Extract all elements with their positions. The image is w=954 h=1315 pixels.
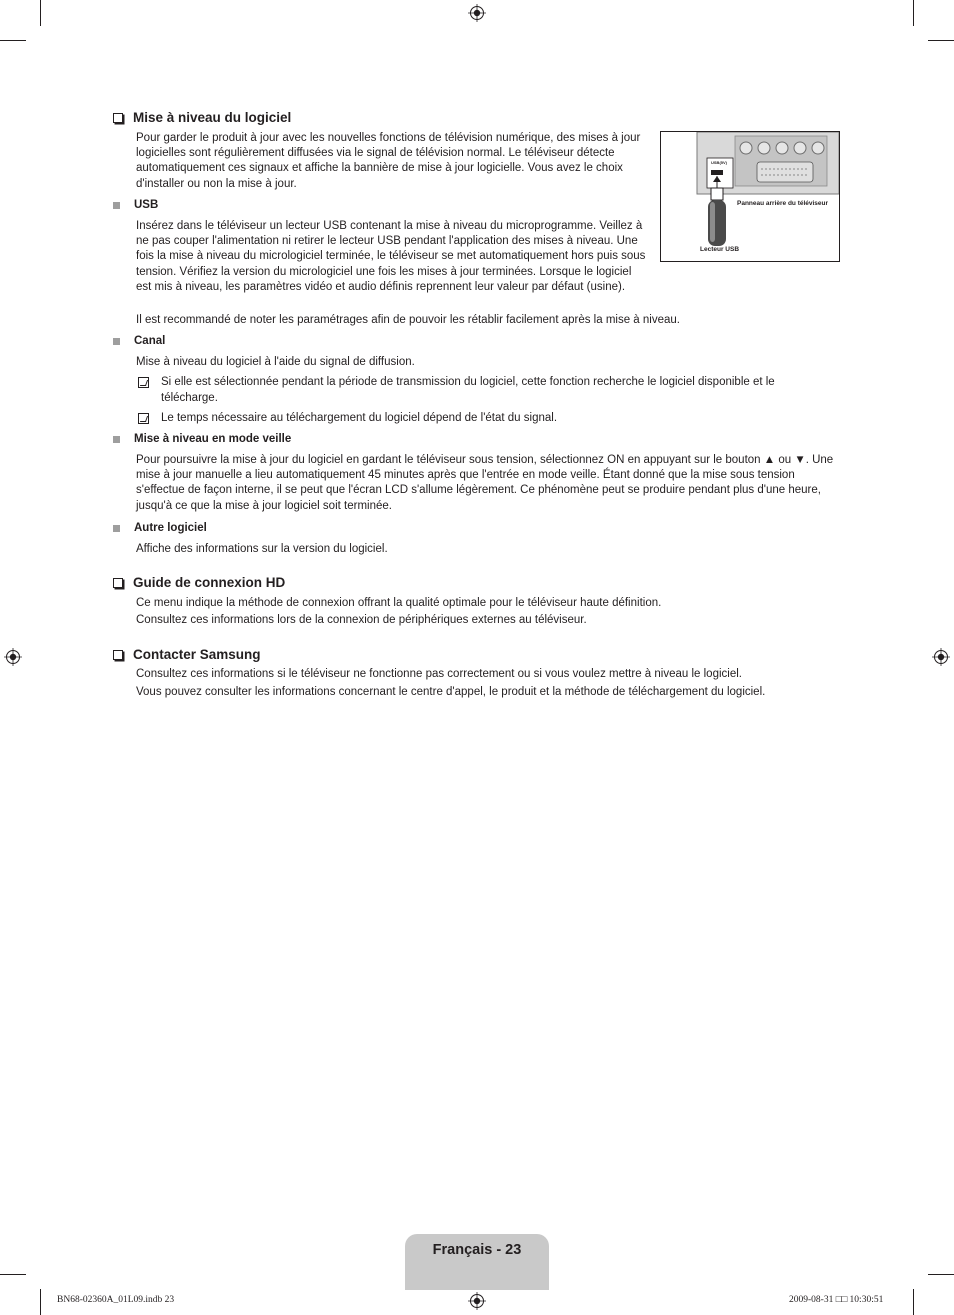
- subheading-canal: [113, 335, 165, 347]
- section-heading-contact-samsung: [113, 647, 261, 662]
- subheading-label: USB: [134, 199, 159, 211]
- subheading-label: Mise à niveau en mode veille: [134, 433, 292, 445]
- subheading-label: Canal: [134, 335, 166, 347]
- usb-recommendation: Il est recommandé de noter les paramétrages afin de pouvoir les rétablir facilement après la mise à niveau.: [136, 314, 680, 326]
- note-row: [136, 411, 826, 427]
- tv-rear-panel-illustration: [661, 132, 839, 261]
- note-icon: [138, 377, 149, 388]
- subheading-standby-update: [113, 433, 291, 445]
- page-number-label: Français - 23: [432, 1242, 522, 1258]
- note-row: [136, 375, 826, 406]
- usb-drive-label: Lecteur USB: [700, 246, 740, 253]
- section-title: Guide de connexion HD: [133, 575, 286, 590]
- registration-mark-icon: [468, 1292, 486, 1310]
- canal-paragraph: Mise à niveau du logiciel à l'aide du signal de diffusion.: [136, 356, 415, 368]
- square-bullet-icon: [113, 436, 120, 443]
- crop-mark: [913, 1289, 914, 1315]
- registration-mark-icon: [468, 4, 486, 22]
- usb-port-label: USB(5V): [711, 160, 728, 165]
- registration-mark-icon: [932, 648, 950, 666]
- note-icon: [138, 413, 149, 424]
- square-bullet-icon: [113, 202, 120, 209]
- square-bullet-icon: [113, 525, 120, 532]
- registration-mark-icon: [4, 648, 22, 666]
- crop-mark: [40, 0, 41, 26]
- hd-guide-line-1: Ce menu indique la méthode de connexion offrant la qualité optimale pour le téléviseur haute définition.: [136, 597, 662, 609]
- section-title: Mise à niveau du logiciel: [133, 110, 292, 125]
- print-date-info: 2009-08-31 □□ 10:30:51: [789, 1295, 884, 1305]
- square-bullet-icon: [113, 338, 120, 345]
- crop-mark: [40, 1289, 41, 1315]
- crop-mark: [913, 0, 914, 26]
- rear-panel-label: Panneau arrière du téléviseur: [737, 200, 829, 207]
- section-heading-hd-guide: [113, 575, 285, 590]
- crop-mark: [0, 1274, 26, 1275]
- checkbox-bullet-icon: [113, 113, 123, 123]
- checkbox-bullet-icon: [113, 650, 123, 660]
- section-title: Contacter Samsung: [133, 647, 261, 662]
- subheading-usb: [113, 199, 158, 211]
- note-text: Si elle est sélectionnée pendant la période de transmission du logiciel, cette fonction recherche le logiciel disponible et le télécharge.: [161, 376, 775, 404]
- note-text: Le temps nécessaire au téléchargement du logiciel dépend de l'état du signal.: [161, 412, 558, 424]
- standby-paragraph: Pour poursuivre la mise à jour du logiciel en gardant le téléviseur sous tension, sélectionnez ON en appuyant sur le bouton ▲ ou ▼. Une mise à jour manuelle a lieu automatiquement 45 minutes après que l'entrée en mode veille. Étant donné que la mise sous tension s'effectue de façon interne, il se peut que l'écran LCD s'allume légèrement. Ce phénomène peut se produire pendant plus d'une heure, jusqu'à ce que la mise à jour logiciel soit terminée.: [136, 454, 834, 512]
- checkbox-bullet-icon: [113, 578, 123, 588]
- hd-guide-line-2: Consultez ces informations lors de la connexion de périphériques externes au téléviseur.: [136, 614, 587, 626]
- crop-mark: [928, 40, 954, 41]
- subheading-other-software: [113, 522, 207, 534]
- contact-line-2: Vous pouvez consulter les informations concernant le centre d'appel, le produit et la méthode de téléchargement du logiciel.: [136, 686, 766, 698]
- usb-paragraph: Insérez dans le téléviseur un lecteur USB contenant la mise à niveau du microprogramme. Veillez à ne pas couper l'alimentation ni retirer le lecteur USB pendant l'application des mises à niveau. Une fois la mise à niveau du micrologiciel terminée, le téléviseur se met automatiquement hors puis sous tension. Vérifiez la version du micrologiciel une fois les mises à jour terminées. Lorsque le logiciel est mis à niveau, les paramètres vidéo et audio définis reprennent leur valeur par défaut (usine).: [136, 220, 646, 293]
- section-heading-software-update: [113, 110, 291, 125]
- subheading-label: Autre logiciel: [134, 522, 207, 534]
- contact-line-1: Consultez ces informations si le téléviseur ne fonctionne pas correctement ou si vous voulez mettre à niveau le logiciel.: [136, 668, 742, 680]
- other-software-paragraph: Affiche des informations sur la version du logiciel.: [136, 543, 388, 555]
- print-file-info: BN68-02360A_01L09.indb 23: [57, 1295, 175, 1305]
- intro-paragraph: Pour garder le produit à jour avec les nouvelles fonctions de télévision numérique, des mises à jour logicielles sont régulièrement diffusées via le signal de télévision normal. Le téléviseur détecte automatiquement ces signaux et affiche la bannière de mise à jour logicielle. Vous avez le choix d'installer ou non la mise à jour.: [136, 132, 641, 190]
- crop-mark: [0, 40, 26, 41]
- crop-mark: [928, 1274, 954, 1275]
- usb-connection-figure: [660, 131, 840, 262]
